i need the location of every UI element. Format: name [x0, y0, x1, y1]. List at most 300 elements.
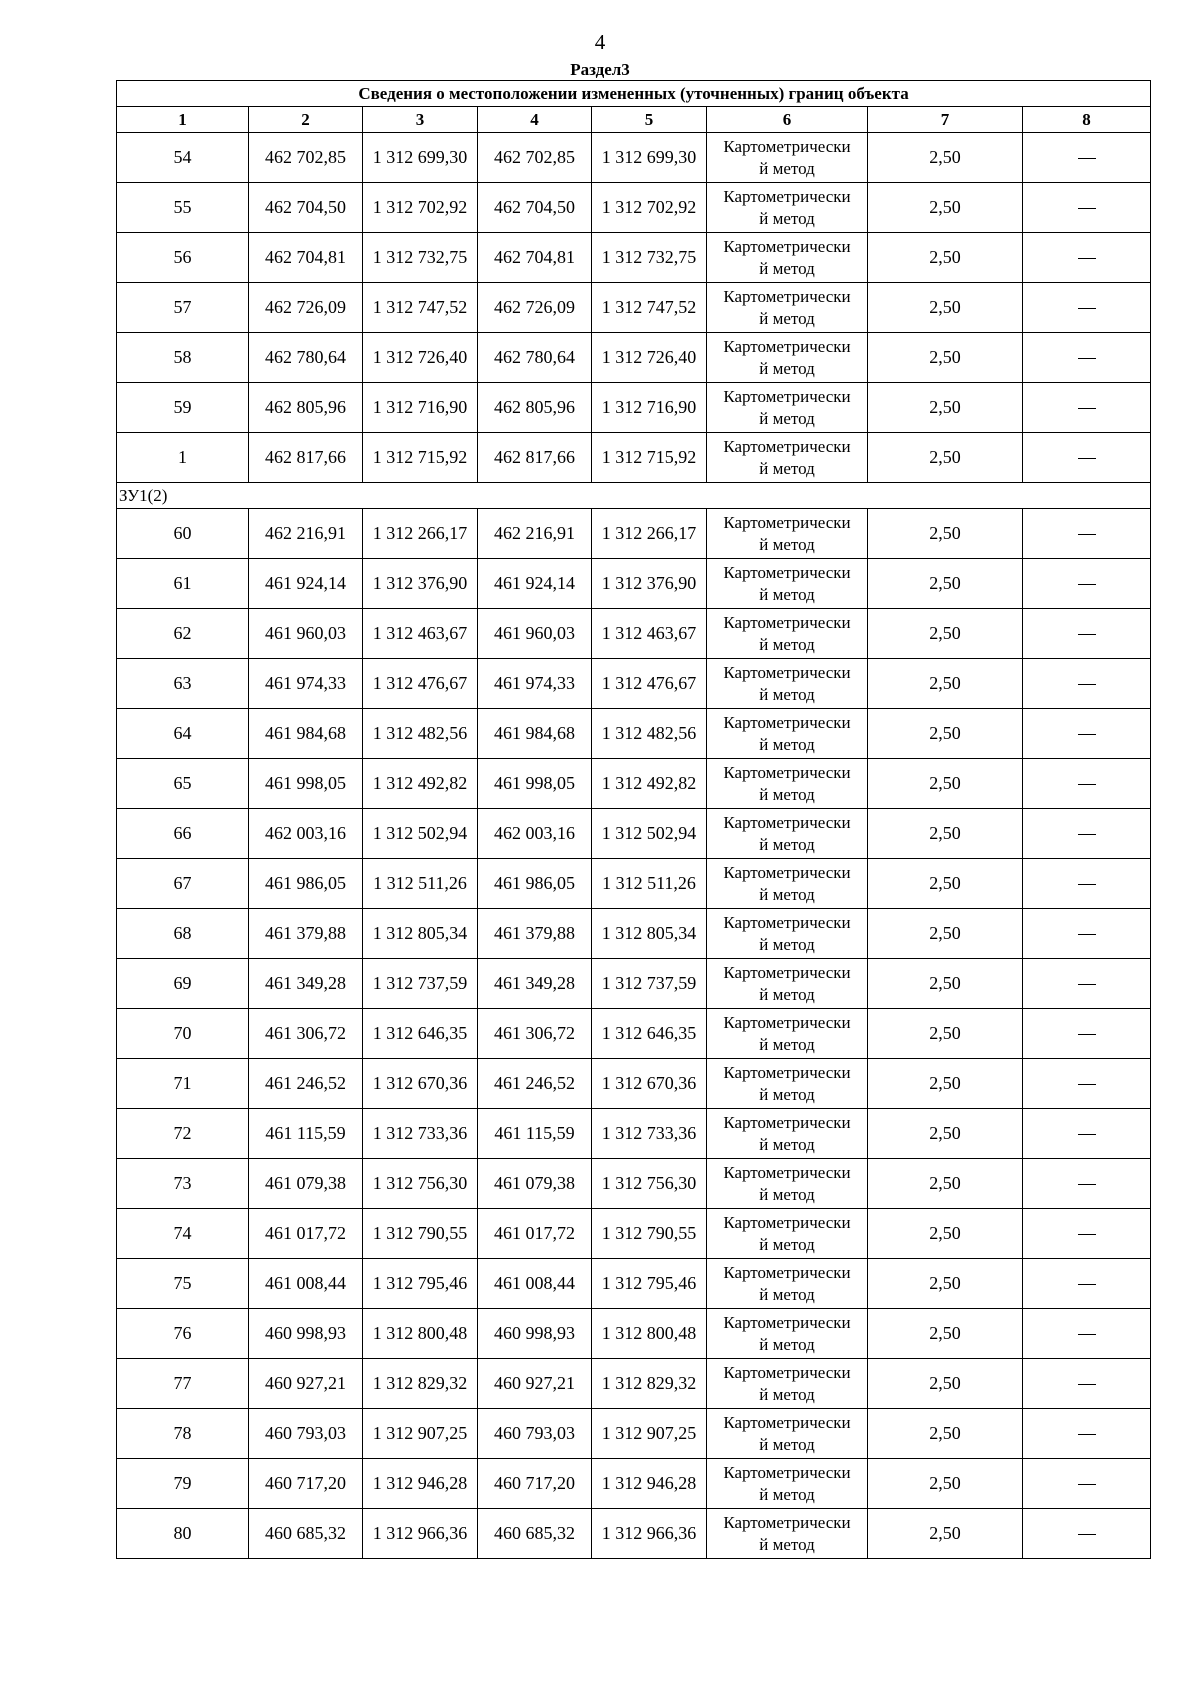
table-row: [117, 1109, 1151, 1159]
accuracy-cell: 2,50: [868, 609, 1023, 659]
table-body: [117, 133, 1151, 1559]
empty-value-cell: [1023, 659, 1151, 709]
coordinate-cell: 1 312 726,40: [363, 333, 478, 383]
empty-value-cell: [1023, 1009, 1151, 1059]
table-row: [117, 1459, 1151, 1509]
point-number-cell: 76: [117, 1309, 249, 1359]
empty-value-cell: [1023, 1459, 1151, 1509]
empty-value-cell: [1023, 183, 1151, 233]
accuracy-cell: 2,50: [868, 659, 1023, 709]
coordinate-cell: 462 805,96: [249, 383, 363, 433]
coordinate-cell: 461 379,88: [249, 909, 363, 959]
method-line: Картометрически: [723, 1012, 851, 1032]
coordinate-cell: 461 379,88: [478, 909, 592, 959]
method-line: й метод: [759, 834, 815, 854]
coordinate-cell: 1 312 476,67: [363, 659, 478, 709]
empty-value-cell: [1023, 1159, 1151, 1209]
method-line: Картометрически: [723, 1462, 851, 1482]
method-line: й метод: [759, 458, 815, 478]
point-number-cell: 72: [117, 1109, 249, 1159]
table-row: [117, 1209, 1151, 1259]
coordinate-cell: 461 115,59: [478, 1109, 592, 1159]
group-row: [117, 483, 1151, 509]
method-cell: [707, 509, 868, 559]
coordinate-cell: 461 998,05: [478, 759, 592, 809]
method-line: Картометрически: [723, 136, 851, 156]
coordinate-cell: 1 312 492,82: [363, 759, 478, 809]
coordinate-cell: 1 312 790,55: [592, 1209, 707, 1259]
coordinates-table: [116, 80, 1151, 1559]
point-number-cell: 54: [117, 133, 249, 183]
coordinate-cell: 1 312 463,67: [363, 609, 478, 659]
coordinate-cell: 1 312 376,90: [363, 559, 478, 609]
accuracy-cell: 2,50: [868, 233, 1023, 283]
coordinate-cell: 1 312 511,26: [363, 859, 478, 909]
table-row: [117, 509, 1151, 559]
coordinate-cell: 460 685,32: [249, 1509, 363, 1559]
coordinate-cell: 1 312 733,36: [363, 1109, 478, 1159]
coordinate-cell: 1 312 699,30: [363, 133, 478, 183]
method-line: й метод: [759, 1084, 815, 1104]
coordinate-cell: 462 704,81: [249, 233, 363, 283]
method-line: й метод: [759, 1434, 815, 1454]
method-cell: [707, 183, 868, 233]
method-line: й метод: [759, 1134, 815, 1154]
coordinate-cell: 1 312 907,25: [592, 1409, 707, 1459]
empty-value-cell: [1023, 709, 1151, 759]
dash-mark: [1078, 308, 1096, 309]
method-cell: [707, 1509, 868, 1559]
dash-mark: [1078, 358, 1096, 359]
coordinate-cell: 1 312 733,36: [592, 1109, 707, 1159]
coordinate-cell: 460 998,93: [249, 1309, 363, 1359]
coordinate-cell: 1 312 805,34: [363, 909, 478, 959]
coordinate-cell: 461 115,59: [249, 1109, 363, 1159]
empty-value-cell: [1023, 233, 1151, 283]
accuracy-cell: 2,50: [868, 509, 1023, 559]
method-line: Картометрически: [723, 662, 851, 682]
column-header: 3: [363, 107, 478, 133]
point-number-cell: 77: [117, 1359, 249, 1409]
method-line: й метод: [759, 1234, 815, 1254]
method-cell: [707, 1009, 868, 1059]
method-cell: [707, 609, 868, 659]
empty-value-cell: [1023, 1359, 1151, 1409]
table-row: [117, 859, 1151, 909]
empty-value-cell: [1023, 859, 1151, 909]
method-line: й метод: [759, 1384, 815, 1404]
coordinate-cell: 460 927,21: [249, 1359, 363, 1409]
coordinate-cell: 1 312 800,48: [363, 1309, 478, 1359]
method-line: й метод: [759, 934, 815, 954]
coordinate-cell: 461 924,14: [478, 559, 592, 609]
coordinate-cell: 461 960,03: [478, 609, 592, 659]
point-number-cell: 58: [117, 333, 249, 383]
point-number-cell: 78: [117, 1409, 249, 1459]
coordinate-cell: 462 702,85: [249, 133, 363, 183]
table-row: [117, 333, 1151, 383]
table-row: [117, 1309, 1151, 1359]
point-number-cell: 64: [117, 709, 249, 759]
method-line: Картометрически: [723, 962, 851, 982]
point-number-cell: 1: [117, 433, 249, 483]
method-line: Картометрически: [723, 1062, 851, 1082]
coordinate-cell: 1 312 795,46: [592, 1259, 707, 1309]
method-cell: [707, 1059, 868, 1109]
section-title: Раздел3: [570, 60, 630, 79]
accuracy-cell: 2,50: [868, 1409, 1023, 1459]
coordinate-cell: 1 312 946,28: [592, 1459, 707, 1509]
table-row: [117, 1159, 1151, 1209]
method-cell: [707, 909, 868, 959]
method-cell: [707, 959, 868, 1009]
method-line: й метод: [759, 258, 815, 278]
point-number-cell: 62: [117, 609, 249, 659]
dash-mark: [1078, 1484, 1096, 1485]
dash-mark: [1078, 258, 1096, 259]
dash-mark: [1078, 934, 1096, 935]
accuracy-cell: 2,50: [868, 759, 1023, 809]
method-line: й метод: [759, 1184, 815, 1204]
table-caption-row: [117, 81, 1151, 107]
coordinate-cell: 1 312 966,36: [592, 1509, 707, 1559]
accuracy-cell: 2,50: [868, 383, 1023, 433]
coordinate-cell: 461 974,33: [249, 659, 363, 709]
method-line: й метод: [759, 984, 815, 1004]
coordinate-cell: 1 312 732,75: [592, 233, 707, 283]
coordinate-cell: 1 312 715,92: [592, 433, 707, 483]
coordinate-cell: 1 312 702,92: [363, 183, 478, 233]
method-line: Картометрически: [723, 1312, 851, 1332]
point-number-cell: 63: [117, 659, 249, 709]
table-row: [117, 1409, 1151, 1459]
coordinate-cell: 1 312 702,92: [592, 183, 707, 233]
coordinate-cell: 462 726,09: [478, 283, 592, 333]
dash-mark: [1078, 734, 1096, 735]
method-cell: [707, 1159, 868, 1209]
coordinate-cell: 460 793,03: [478, 1409, 592, 1459]
coordinate-cell: 461 984,68: [478, 709, 592, 759]
coordinate-cell: 461 924,14: [249, 559, 363, 609]
coordinate-cell: 461 306,72: [249, 1009, 363, 1059]
coordinate-cell: 461 998,05: [249, 759, 363, 809]
coordinate-cell: 461 008,44: [249, 1259, 363, 1309]
point-number-cell: 68: [117, 909, 249, 959]
point-number-cell: 56: [117, 233, 249, 283]
method-line: Картометрически: [723, 562, 851, 582]
coordinate-cell: 1 312 726,40: [592, 333, 707, 383]
dash-mark: [1078, 1384, 1096, 1385]
coordinate-cell: 462 702,85: [478, 133, 592, 183]
table-row: [117, 609, 1151, 659]
dash-mark: [1078, 1284, 1096, 1285]
dash-mark: [1078, 1334, 1096, 1335]
accuracy-cell: 2,50: [868, 959, 1023, 1009]
point-number-cell: 70: [117, 1009, 249, 1059]
empty-value-cell: [1023, 609, 1151, 659]
coordinate-cell: 460 717,20: [249, 1459, 363, 1509]
coordinate-cell: 460 793,03: [249, 1409, 363, 1459]
table-row: [117, 1009, 1151, 1059]
method-line: й метод: [759, 634, 815, 654]
method-line: й метод: [759, 1484, 815, 1504]
method-line: й метод: [759, 584, 815, 604]
empty-value-cell: [1023, 759, 1151, 809]
coordinate-cell: 462 216,91: [249, 509, 363, 559]
coordinate-cell: 1 312 795,46: [363, 1259, 478, 1309]
point-number-cell: 69: [117, 959, 249, 1009]
empty-value-cell: [1023, 809, 1151, 859]
table-caption: Сведения о местоположении измененных (уточненных) границ объекта: [117, 81, 1151, 107]
table-row: [117, 183, 1151, 233]
coordinate-cell: 460 685,32: [478, 1509, 592, 1559]
coordinate-cell: 461 349,28: [249, 959, 363, 1009]
coordinate-cell: 1 312 805,34: [592, 909, 707, 959]
dash-mark: [1078, 158, 1096, 159]
coordinate-cell: 1 312 476,67: [592, 659, 707, 709]
method-cell: [707, 383, 868, 433]
method-cell: [707, 709, 868, 759]
accuracy-cell: 2,50: [868, 333, 1023, 383]
table-row: [117, 959, 1151, 1009]
dash-mark: [1078, 584, 1096, 585]
coordinate-cell: 1 312 463,67: [592, 609, 707, 659]
empty-value-cell: [1023, 433, 1151, 483]
dash-mark: [1078, 884, 1096, 885]
method-cell: [707, 333, 868, 383]
empty-value-cell: [1023, 1309, 1151, 1359]
method-line: Картометрически: [723, 1412, 851, 1432]
method-line: Картометрически: [723, 1262, 851, 1282]
point-number-cell: 74: [117, 1209, 249, 1259]
accuracy-cell: 2,50: [868, 1159, 1023, 1209]
coordinate-cell: 461 079,38: [478, 1159, 592, 1209]
method-cell: [707, 1209, 868, 1259]
coordinate-cell: 461 008,44: [478, 1259, 592, 1309]
accuracy-cell: 2,50: [868, 859, 1023, 909]
point-number-cell: 59: [117, 383, 249, 433]
coordinate-cell: 1 312 737,59: [363, 959, 478, 1009]
method-cell: [707, 859, 868, 909]
coordinate-cell: 461 960,03: [249, 609, 363, 659]
page-number: 4: [594, 30, 606, 54]
coordinate-cell: 1 312 829,32: [363, 1359, 478, 1409]
method-cell: [707, 659, 868, 709]
table-row: [117, 1259, 1151, 1309]
point-number-cell: 79: [117, 1459, 249, 1509]
coordinate-cell: 461 306,72: [478, 1009, 592, 1059]
empty-value-cell: [1023, 283, 1151, 333]
table-row: [117, 909, 1151, 959]
table-row: [117, 559, 1151, 609]
method-line: й метод: [759, 158, 815, 178]
accuracy-cell: 2,50: [868, 1259, 1023, 1309]
coordinate-cell: 1 312 829,32: [592, 1359, 707, 1409]
coordinate-cell: 462 805,96: [478, 383, 592, 433]
table-row: [117, 233, 1151, 283]
dash-mark: [1078, 408, 1096, 409]
coordinate-cell: 461 246,52: [478, 1059, 592, 1109]
empty-value-cell: [1023, 1259, 1151, 1309]
method-cell: [707, 1409, 868, 1459]
table-row: [117, 433, 1151, 483]
column-header: 8: [1023, 107, 1151, 133]
dash-mark: [1078, 784, 1096, 785]
empty-value-cell: [1023, 909, 1151, 959]
coordinate-cell: 1 312 732,75: [363, 233, 478, 283]
accuracy-cell: 2,50: [868, 909, 1023, 959]
table-row: [117, 809, 1151, 859]
table-row: [117, 1359, 1151, 1409]
table-row: [117, 709, 1151, 759]
empty-value-cell: [1023, 1109, 1151, 1159]
point-number-cell: 61: [117, 559, 249, 609]
coordinate-cell: 460 998,93: [478, 1309, 592, 1359]
coordinate-cell: 462 726,09: [249, 283, 363, 333]
method-line: й метод: [759, 1534, 815, 1554]
accuracy-cell: 2,50: [868, 559, 1023, 609]
coordinate-cell: 461 986,05: [249, 859, 363, 909]
method-cell: [707, 759, 868, 809]
point-number-cell: 75: [117, 1259, 249, 1309]
method-line: й метод: [759, 684, 815, 704]
method-line: Картометрически: [723, 1512, 851, 1532]
coordinate-cell: 1 312 482,56: [363, 709, 478, 759]
method-cell: [707, 233, 868, 283]
column-header: 2: [249, 107, 363, 133]
coordinate-cell: 1 312 946,28: [363, 1459, 478, 1509]
method-line: Картометрически: [723, 762, 851, 782]
method-line: Картометрически: [723, 186, 851, 206]
coordinate-cell: 462 704,81: [478, 233, 592, 283]
method-cell: [707, 1259, 868, 1309]
dash-mark: [1078, 208, 1096, 209]
coordinate-cell: 462 780,64: [249, 333, 363, 383]
coordinate-cell: 1 312 907,25: [363, 1409, 478, 1459]
coordinate-cell: 1 312 502,94: [363, 809, 478, 859]
coordinate-cell: 1 312 737,59: [592, 959, 707, 1009]
empty-value-cell: [1023, 1209, 1151, 1259]
coordinate-cell: 1 312 502,94: [592, 809, 707, 859]
method-line: Картометрически: [723, 236, 851, 256]
dash-mark: [1078, 634, 1096, 635]
coordinate-cell: 462 003,16: [249, 809, 363, 859]
dash-mark: [1078, 1434, 1096, 1435]
coordinate-cell: 1 312 646,35: [363, 1009, 478, 1059]
coordinate-cell: 461 984,68: [249, 709, 363, 759]
table-row: [117, 283, 1151, 333]
coordinate-cell: 1 312 756,30: [592, 1159, 707, 1209]
coordinate-cell: 1 312 756,30: [363, 1159, 478, 1209]
coordinate-cell: 461 974,33: [478, 659, 592, 709]
accuracy-cell: 2,50: [868, 283, 1023, 333]
accuracy-cell: 2,50: [868, 709, 1023, 759]
coordinate-cell: 462 704,50: [478, 183, 592, 233]
table-row: [117, 659, 1151, 709]
coordinate-cell: 1 312 482,56: [592, 709, 707, 759]
table-header-row: [117, 107, 1151, 133]
point-number-cell: 80: [117, 1509, 249, 1559]
empty-value-cell: [1023, 509, 1151, 559]
method-line: Картометрически: [723, 286, 851, 306]
table-row: [117, 759, 1151, 809]
empty-value-cell: [1023, 1509, 1151, 1559]
method-line: й метод: [759, 784, 815, 804]
column-header: 6: [707, 107, 868, 133]
empty-value-cell: [1023, 1059, 1151, 1109]
point-number-cell: 66: [117, 809, 249, 859]
method-line: Картометрически: [723, 436, 851, 456]
method-line: Картометрически: [723, 912, 851, 932]
coordinate-cell: 1 312 747,52: [363, 283, 478, 333]
method-line: Картометрически: [723, 1112, 851, 1132]
accuracy-cell: 2,50: [868, 1009, 1023, 1059]
method-cell: [707, 433, 868, 483]
accuracy-cell: 2,50: [868, 1109, 1023, 1159]
method-cell: [707, 1359, 868, 1409]
coordinate-cell: 460 717,20: [478, 1459, 592, 1509]
empty-value-cell: [1023, 133, 1151, 183]
method-line: Картометрически: [723, 512, 851, 532]
empty-value-cell: [1023, 333, 1151, 383]
method-line: й метод: [759, 408, 815, 428]
empty-value-cell: [1023, 559, 1151, 609]
accuracy-cell: 2,50: [868, 1509, 1023, 1559]
method-line: й метод: [759, 884, 815, 904]
coordinate-cell: 1 312 670,36: [363, 1059, 478, 1109]
coordinate-cell: 1 312 646,35: [592, 1009, 707, 1059]
coordinate-cell: 1 312 266,17: [363, 509, 478, 559]
dash-mark: [1078, 1184, 1096, 1185]
coordinate-cell: 1 312 266,17: [592, 509, 707, 559]
point-number-cell: 60: [117, 509, 249, 559]
method-cell: [707, 1459, 868, 1509]
coordinate-cell: 462 817,66: [249, 433, 363, 483]
coordinate-cell: 461 017,72: [249, 1209, 363, 1259]
method-cell: [707, 559, 868, 609]
method-line: й метод: [759, 1034, 815, 1054]
coordinate-cell: 461 079,38: [249, 1159, 363, 1209]
group-label: ЗУ1(2): [117, 483, 1151, 509]
method-line: й метод: [759, 734, 815, 754]
coordinate-cell: 1 312 715,92: [363, 433, 478, 483]
method-cell: [707, 1109, 868, 1159]
coordinate-cell: 461 017,72: [478, 1209, 592, 1259]
method-line: Картометрически: [723, 712, 851, 732]
method-line: Картометрически: [723, 1362, 851, 1382]
coordinate-cell: 1 312 670,36: [592, 1059, 707, 1109]
coordinate-cell: 1 312 747,52: [592, 283, 707, 333]
coordinate-cell: 462 003,16: [478, 809, 592, 859]
method-line: Картометрически: [723, 862, 851, 882]
point-number-cell: 57: [117, 283, 249, 333]
method-line: й метод: [759, 1334, 815, 1354]
method-line: Картометрически: [723, 1162, 851, 1182]
method-cell: [707, 283, 868, 333]
accuracy-cell: 2,50: [868, 183, 1023, 233]
method-line: й метод: [759, 208, 815, 228]
method-line: Картометрически: [723, 812, 851, 832]
table-row: [117, 1059, 1151, 1109]
accuracy-cell: 2,50: [868, 809, 1023, 859]
method-line: й метод: [759, 1284, 815, 1304]
point-number-cell: 71: [117, 1059, 249, 1109]
method-line: Картометрически: [723, 386, 851, 406]
coordinate-cell: 462 780,64: [478, 333, 592, 383]
accuracy-cell: 2,50: [868, 1059, 1023, 1109]
point-number-cell: 65: [117, 759, 249, 809]
dash-mark: [1078, 834, 1096, 835]
